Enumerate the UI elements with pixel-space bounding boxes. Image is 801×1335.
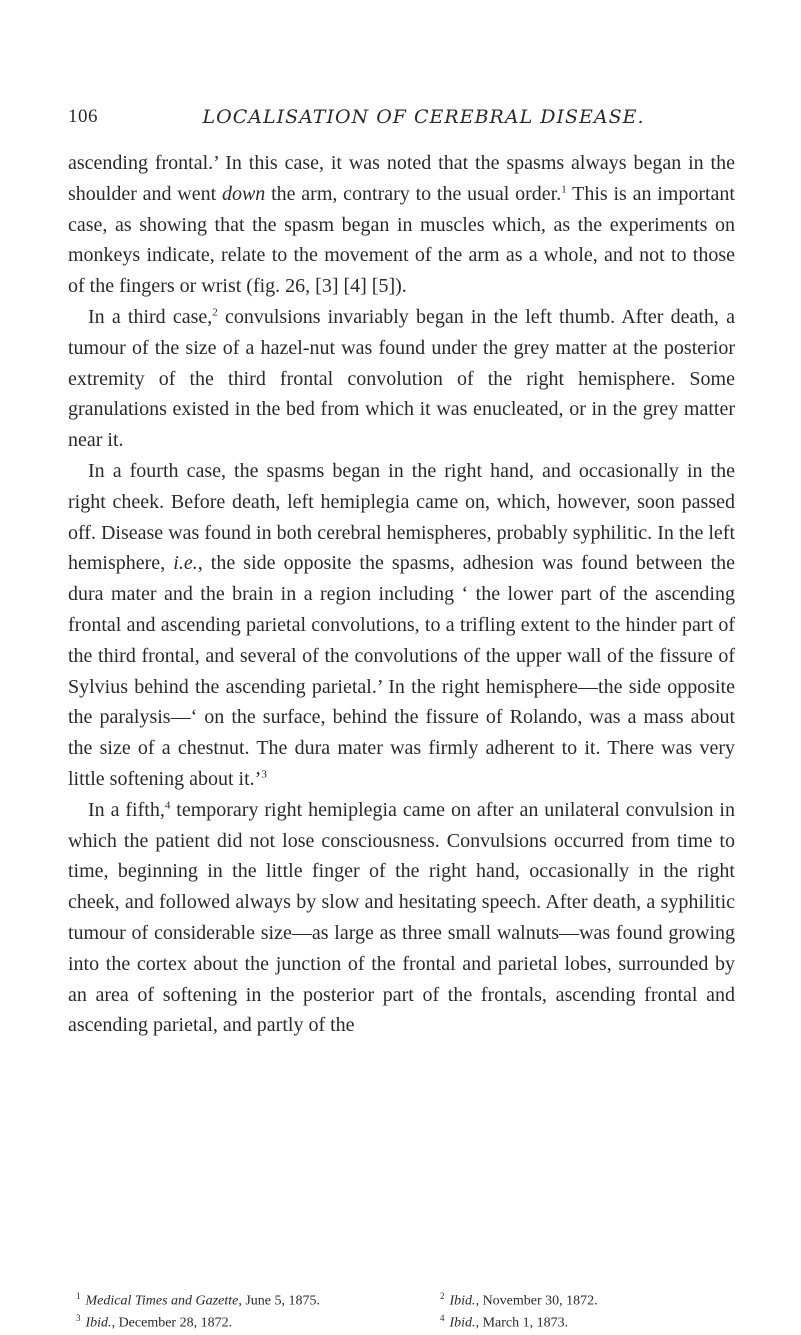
paragraph-4 (68, 795, 735, 1041)
text-run: In a fifth, (88, 798, 165, 821)
text-run: In a third case, (88, 305, 213, 328)
text-run: convulsions invariably began in the left thumb. After death, a tumour of the size of a hazel-nut was found under the grey matter at the posterior extremity of the third frontal convolution of the right hemisphere. Some granulations existed in the bed from which it was enucleated, or in the grey matter near it. (68, 305, 735, 452)
footnote-4: $^4$ Ibid., March 1, 1873. (440, 1313, 569, 1331)
paragraph-1 (68, 148, 735, 302)
emphasis: i.e. (173, 552, 198, 575)
text-run: , the side opposite the spasms, adhesion was found between the dura mater and the brain in a region including ‘ the lower part of the ascending frontal and ascending parietal convolutions, to a trifling extent to the hinder part of the third frontal, and several of the convolutions of the upper wall of the fissure of Sylvius behind the ascending parietal.’ In the right hemisphere—the side opposite the paralysis—‘ on the surface, behind the fissure of Rolando, was a mass about the size of a chestnut. The dura mater was firmly adherent to it. There was very little softening about it.’ (68, 552, 736, 790)
text-run: ascending frontal.’ In this case, it was noted that the spasms always began in the shoulder and went (68, 152, 735, 205)
running-header (68, 106, 735, 136)
footnote-1: $^1$ Medical Times and Gazette, June 5, 1875. (76, 1291, 320, 1309)
footnote-row (76, 1288, 736, 1310)
footnote-row (76, 1310, 736, 1332)
running-title: LOCALISATION OF CEREBRAL DISEASE. (202, 106, 645, 128)
footnotes (76, 1288, 736, 1332)
footnote-ref: 1 (561, 183, 567, 196)
text-run: temporary right hemiplegia came on after an unilateral convulsion in which the patient did not lose consciousness. Convulsions occurred from time to time, beginning in the little finger of the right hand, occasionally in the right cheek, and followed always by slow and hesitating speech. After death, a syphilitic tumour of considerable size—as large as three small walnuts—was found growing into the cortex about the junction of the frontal and parietal lobes, surrounded by an area of softening in the posterior part of the frontals, ascending frontal and ascending parietal, and partly of the (68, 798, 735, 1037)
footnote-ref: 4 (164, 799, 171, 812)
body-text (68, 148, 735, 1041)
paragraph-2 (68, 302, 735, 456)
text-run: In a fourth case, the spasms began in the right hand, and occasionally in the right cheek. Before death, left hemiplegia came on, which, however, soon passed off. Disease was found in both cerebral hemispheres, probably syphilitic. In the left hemisphere, (68, 459, 735, 575)
footnote-2: $^2$ Ibid., November 30, 1872. (440, 1291, 598, 1309)
footnote-3: $^3$ Ibid., December 28, 1872. (76, 1313, 233, 1331)
text-run: the arm, contrary to the usual order. (265, 182, 562, 205)
page-number: 106 (68, 106, 98, 127)
footnote-ref: 3 (261, 768, 267, 781)
paragraph-3 (68, 456, 735, 795)
emphasis: down (221, 182, 266, 205)
footnote-ref: 2 (212, 306, 218, 319)
text-run: This is an important case, as showing that the spasm began in muscles which, as the experiments on monkeys indicate, relate to the movement of the arm as a whole, and not to those of the fingers or wrist (fig. 26, [3] [4] [5]). (68, 182, 735, 298)
